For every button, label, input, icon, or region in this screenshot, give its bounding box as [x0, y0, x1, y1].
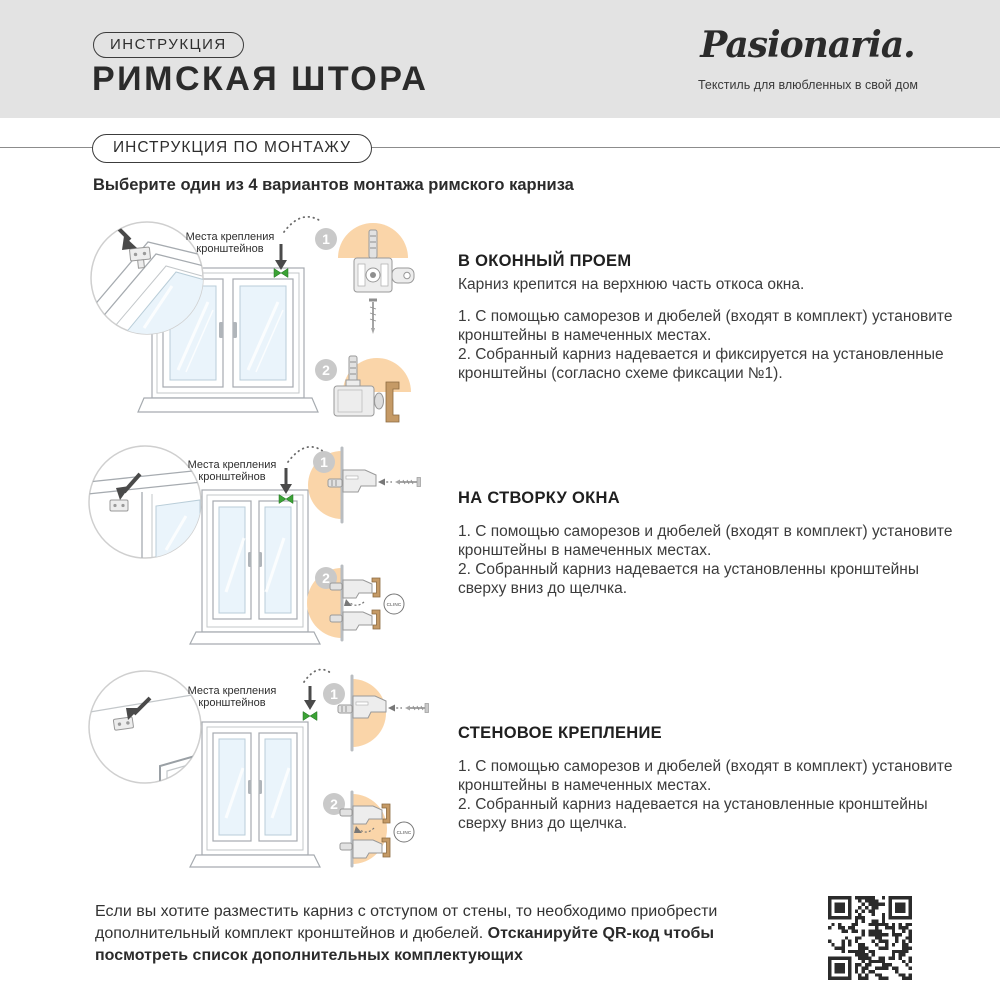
window-handle [233, 322, 237, 338]
svg-text:CLINC: CLINC [396, 830, 412, 835]
clinc-badge [384, 594, 404, 614]
clinc-badge [394, 822, 414, 842]
illustration-window-sash [80, 442, 430, 660]
rail-figure [386, 382, 399, 422]
rotate-arrow [350, 602, 364, 605]
intro-text: Выберите один из 4 вариантов монтажа римского карниза [93, 176, 574, 194]
dowel-figure [338, 705, 352, 713]
bracket-figure [343, 610, 380, 630]
step-2-figure [323, 792, 414, 866]
bracket-figure [343, 578, 380, 598]
screw-figure [405, 704, 429, 713]
bracket-figure [343, 470, 376, 492]
mount-location-label: кронштейнов [198, 697, 266, 709]
mount-location-label: Места крепления [185, 231, 275, 243]
svg-text:CLINC: CLINC [386, 602, 402, 607]
section-title: СТЕНОВОЕ КРЕПЛЕНИЕ [458, 724, 662, 742]
header [0, 0, 1000, 118]
instruction-badge: ИНСТРУКЦИЯ [93, 32, 244, 58]
mount-location-label: Места крепления [187, 459, 277, 471]
section-title: НА СТВОРКУ ОКНА [458, 489, 620, 507]
down-arrow-icon [304, 686, 316, 710]
svg-text:1: 1 [320, 454, 328, 470]
step-1-figure [315, 223, 414, 334]
step-1-figure [308, 448, 421, 522]
mount-location-label: кронштейнов [196, 243, 264, 255]
illustration-wall-mount [80, 668, 430, 890]
brand-tagline: Текстиль для влюбленных в свой дом [697, 78, 919, 92]
step-text: 2. Собранный карниз надевается на установленные кронштейны сверху вниз до щелчка. [458, 796, 928, 832]
section-subtitle: Карниз крепится на верхнюю часть откоса окна. [458, 276, 805, 293]
dowel-figure [328, 479, 342, 487]
step-text: 1. С помощью саморезов и дюбелей (входят в комплект) установите кронштейны в намеченных местах. [458, 308, 953, 344]
brand-logo: Pasionaria. [700, 24, 915, 66]
svg-text:2: 2 [330, 796, 338, 812]
footer-note [95, 901, 805, 967]
footer-text: Если вы хотите разместить карниз с отступом от стены, то необходимо приобрести дополнительный комплект кронштейнов и дюбелей. [95, 903, 718, 942]
step-text: 1. С помощью саморезов и дюбелей (входят в комплект) установите кронштейны в намеченных местах. [458, 523, 953, 559]
mount-location-label: Места крепления [187, 685, 277, 697]
dotted-arc [284, 217, 322, 232]
window-sill [190, 855, 320, 867]
magnifier-inset [88, 446, 202, 562]
step-1-figure [323, 676, 429, 750]
dotted-arc [304, 670, 332, 683]
magnifier-inset [89, 671, 202, 790]
svg-text:1: 1 [330, 686, 338, 702]
screw-figure [369, 300, 377, 334]
down-arrow-icon [275, 244, 287, 270]
step-2-figure [315, 356, 411, 422]
step-text: 1. С помощью саморезов и дюбелей (входят в комплект) установите кронштейны в намеченных местах. [458, 758, 953, 794]
svg-text:2: 2 [322, 570, 330, 586]
montage-pill: ИНСТРУКЦИЯ ПО МОНТАЖУ [92, 134, 372, 163]
svg-text:1: 1 [322, 231, 330, 247]
qr-code [828, 896, 912, 980]
window-handle [248, 552, 252, 567]
window-sill [138, 398, 318, 412]
dowel-figure [349, 356, 357, 382]
section-title: В ОКОННЫЙ ПРОЕМ [458, 252, 632, 270]
window-sill [190, 632, 320, 644]
step-text: 2. Собранный карниз надевается на установленны кронштейны сверху вниз до щелчка. [458, 561, 919, 597]
window-figure [190, 722, 320, 867]
window-handle [248, 780, 252, 794]
footer-bold-text: Отсканируйте QR-код чтобы посмотреть список дополнительных комплектующих [95, 925, 715, 964]
page-title: РИМСКАЯ ШТОРА [92, 60, 429, 98]
step-2-figure [307, 566, 404, 640]
bracket-closeup [110, 500, 128, 511]
step-text: 2. Собранный карниз надевается и фиксируется на установленные кронштейны (согласно схеме фиксации №1). [458, 346, 944, 382]
mount-location-label: кронштейнов [198, 471, 266, 483]
mount-marker [303, 712, 317, 721]
bracket-closeup [113, 717, 133, 731]
window-handle [259, 552, 263, 567]
window-handle [259, 780, 263, 794]
window-figure [190, 490, 320, 644]
window-handle [219, 322, 223, 338]
bracket-figure [354, 258, 414, 292]
screw-figure [395, 478, 421, 487]
svg-text:2: 2 [322, 362, 330, 378]
illustration-window-opening [80, 210, 430, 442]
dowel-figure [369, 230, 377, 258]
